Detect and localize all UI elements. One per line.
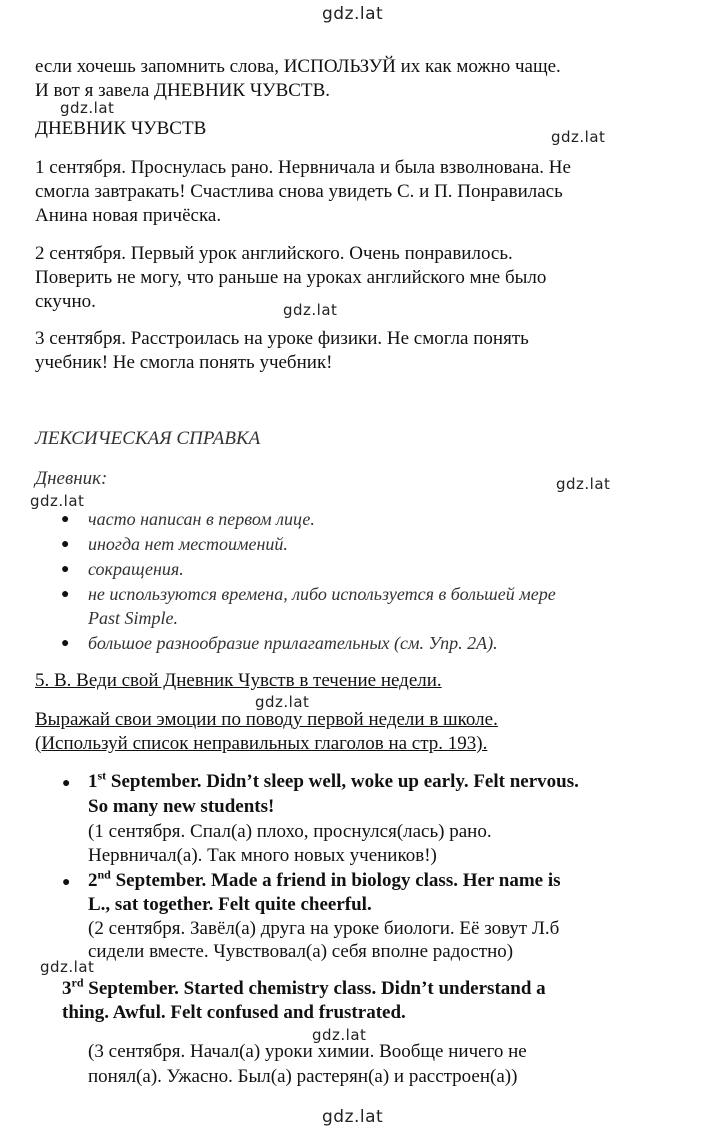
entry-3-line-2: учебник! Не смогла понять учебник! [35, 352, 333, 373]
answer-1-ru-line-2: Нервничал(а). Так много новых учеников!) [88, 845, 437, 866]
answer-3-ru-line-2: понял(а). Ужасно. Был(а) растерян(а) и расстроен(а)) [88, 1066, 518, 1087]
watermark: gdz.lat [30, 492, 85, 510]
bullet-icon: ● [61, 636, 70, 651]
answer-1-en-line-2: So many new students! [88, 796, 275, 817]
entry-1-line-3: Анина новая причёска. [35, 205, 222, 226]
entry-1-line-2: смогла завтракать! Счастлива снова увидеть С. и П. Понравилась [35, 181, 563, 202]
watermark: gdz.lat [556, 475, 611, 493]
task-line-1: 5. В. Веди свой Дневник Чувств в течение недели. [35, 670, 442, 691]
bullet-icon: ● [61, 587, 70, 602]
watermark: gdz.lat [40, 958, 95, 976]
answer-2-en-line-2: L., sat together. Felt quite cheerful. [88, 894, 372, 915]
watermark: gdz.lat [60, 99, 115, 117]
watermark: gdz.lat [322, 1107, 384, 1127]
answer-2-ru-line-1: (2 сентября. Завёл(а) друга на уроке биологи. Её зовут Л.б [88, 918, 560, 939]
task-line-3: (Используй список неправильных глаголов на стр. 193). [35, 733, 488, 754]
lexical-bullet-3: сокращения. [88, 559, 184, 579]
lexical-bullet-4-cont: Past Simple. [88, 608, 178, 628]
bullet-icon: ● [62, 776, 71, 791]
lexical-bullet-5: большое разнообразие прилагательных (см. Упр. 2А). [88, 633, 498, 653]
lexical-bullet-4: не используются времена, либо используется в большей мере [88, 584, 556, 604]
lexical-bullet-1: часто написан в первом лице. [88, 509, 315, 529]
answer-1-ru-line-1: (1 сентября. Спал(а) плохо, проснулся(лась) рано. [88, 821, 492, 842]
task-line-2: Выражай свои эмоции по поводу первой недели в школе. [35, 709, 498, 730]
lexical-bullet-2: иногда нет местоимений. [88, 534, 288, 554]
watermark: gdz.lat [322, 4, 384, 24]
answer-3-en-line-2: thing. Awful. Felt confused and frustrated. [62, 1002, 406, 1023]
bullet-icon: ● [61, 512, 70, 527]
entry-1-line-1: 1 сентября. Проснулась рано. Нервничала и была взволнована. Не [35, 157, 571, 178]
answer-2-en-line-1: 2nd September. Made a friend in biology class. Her name is [88, 867, 561, 891]
diary-heading: ДНЕВНИК ЧУВСТВ [35, 118, 207, 139]
watermark: gdz.lat [255, 693, 310, 711]
bullet-icon: ● [61, 537, 70, 552]
watermark: gdz.lat [551, 128, 606, 146]
entry-2-line-1: 2 сентября. Первый урок английского. Очень понравилось. [35, 243, 513, 264]
answer-2-ru-line-2: сидели вместе. Чувствовал(а) себя вполне радостно) [88, 941, 514, 962]
lexical-subtitle: Дневник: [35, 468, 108, 489]
bullet-icon: ● [61, 562, 70, 577]
watermark: gdz.lat [312, 1026, 367, 1044]
entry-2-line-3: скучно. [35, 291, 96, 312]
lexical-title: ЛЕКСИЧЕСКАЯ СПРАВКА [35, 428, 261, 449]
answer-1-en-line-1: 1st September. Didn’t sleep well, woke up early. Felt nervous. [88, 768, 579, 792]
entry-3-line-1: 3 сентября. Расстроилась на уроке физики. Не смогла понять [35, 328, 529, 349]
bullet-icon: ● [62, 875, 71, 890]
watermark: gdz.lat [283, 301, 338, 319]
intro-line-2: И вот я завела ДНЕВНИК ЧУВСТВ. [35, 80, 331, 101]
answer-3-ru-line-1: (3 сентября. Начал(а) уроки химии. Вообще ничего не [88, 1041, 527, 1062]
entry-2-line-2: Поверить не могу, что раньше на уроках английского мне было [35, 267, 547, 288]
intro-line-1: если хочешь запомнить слова, ИСПОЛЬЗУЙ их как можно чаще. [35, 56, 561, 77]
answer-3-en-line-1: 3rd September. Started chemistry class. Didn’t understand a [62, 975, 546, 999]
